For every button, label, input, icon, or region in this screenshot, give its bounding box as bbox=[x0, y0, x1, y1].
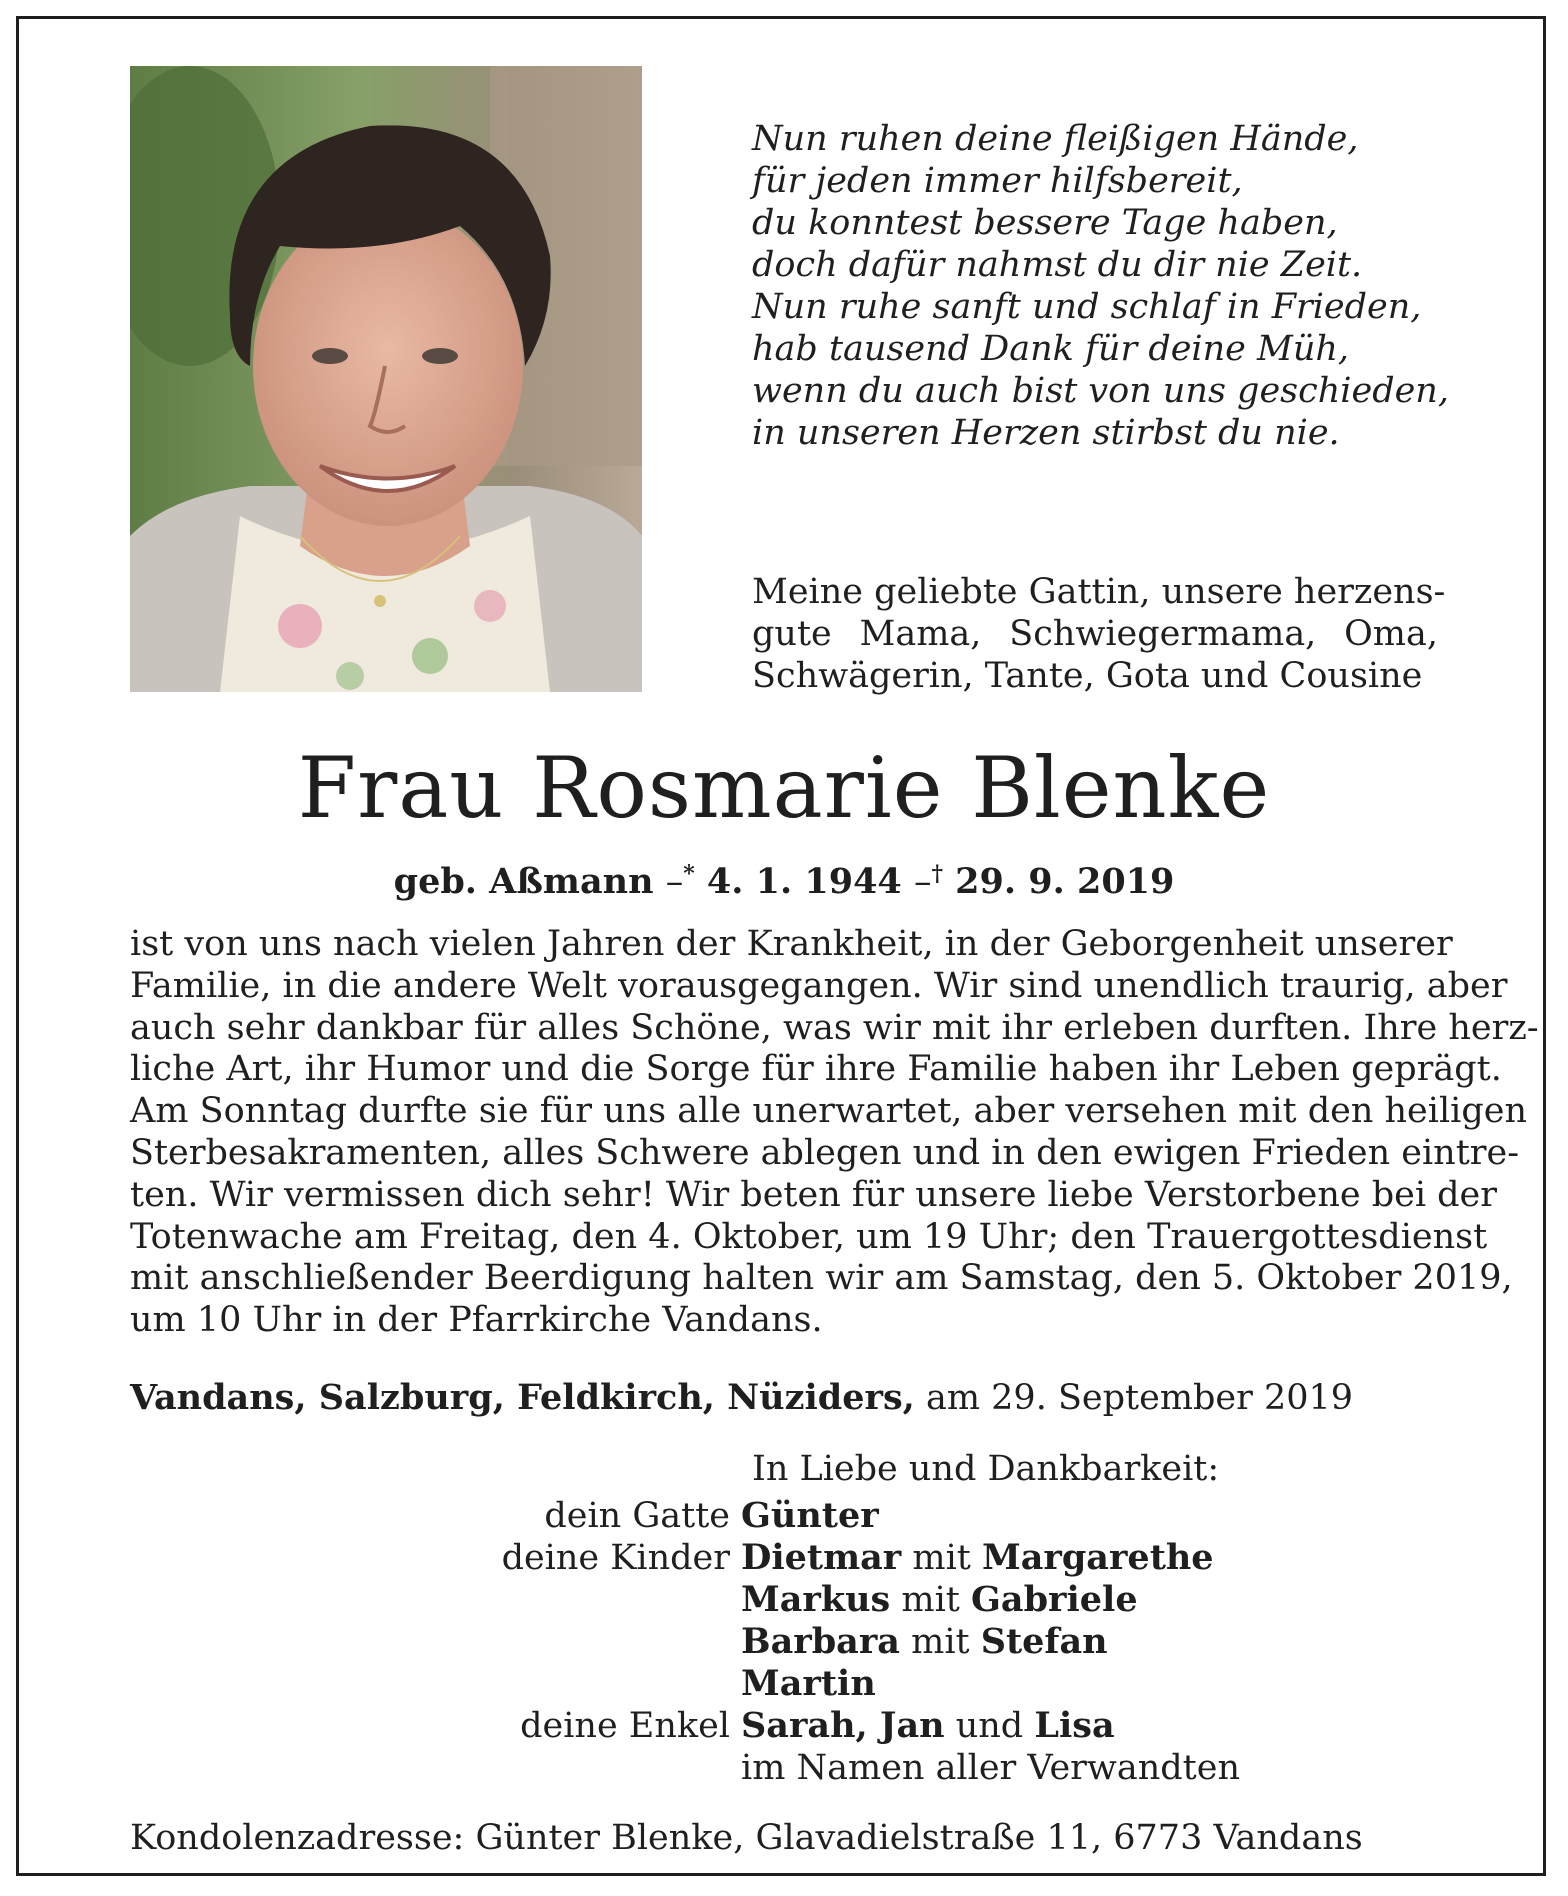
family-row bbox=[130, 1621, 1430, 1663]
portrait-photo bbox=[130, 66, 642, 692]
born-symbol: * bbox=[683, 861, 695, 887]
family-name: Lisa bbox=[1034, 1705, 1115, 1746]
family-name: Martin bbox=[741, 1663, 876, 1704]
died-symbol: † bbox=[931, 861, 943, 887]
signoff: In Liebe und Dankbarkeit: bbox=[752, 1449, 1220, 1489]
family-row bbox=[130, 1537, 1430, 1579]
family-name: Barbara bbox=[741, 1621, 900, 1662]
connector: mit bbox=[901, 1580, 960, 1620]
place-date-line bbox=[130, 1376, 1353, 1420]
family-name: Gabriele bbox=[971, 1579, 1138, 1620]
connector: mit bbox=[912, 1538, 971, 1578]
intro-paragraph bbox=[752, 571, 1446, 697]
condolence-address: Kondolenzadresse: Günter Blenke, Glavadielstraße 11, 6773 Vandans bbox=[130, 1818, 1363, 1858]
connector: mit bbox=[911, 1622, 970, 1662]
body-line: ist von uns nach vielen Jahren der Krankheit, in der Geborgenheit unserer bbox=[130, 924, 1453, 964]
body-line: Sterbesakramenten, alles Schwere ablegen und in den ewigen Frieden eintre- bbox=[130, 1132, 1520, 1173]
body-line: Totenwache am Freitag, den 4. Oktober, um 19 Uhr; den Trauergottesdienst bbox=[130, 1216, 1488, 1257]
intro-line: Schwägerin, Tante, Gota und Cousine bbox=[752, 656, 1423, 696]
intro-line: Meine geliebte Gattin, unsere herzens- bbox=[752, 572, 1446, 612]
family-name: Sarah, Jan bbox=[741, 1705, 945, 1746]
birth-name: geb. Aßmann bbox=[393, 861, 654, 902]
body-line: Familie, in die andere Welt vorausgegangen. Wir sind unendlich traurig, aber bbox=[130, 965, 1508, 1006]
notice-date: am 29. September 2019 bbox=[925, 1378, 1354, 1418]
death-date: 29. 9. 2019 bbox=[955, 861, 1175, 902]
announcement-text bbox=[130, 924, 1539, 1342]
body-line: liche Art, ihr Humor und die Sorge für ihre Familie haben ihr Leben geprägt. bbox=[130, 1049, 1502, 1090]
dash: – bbox=[665, 862, 684, 902]
body-line: ten. Wir vermissen dich sehr! Wir beten für unsere liebe Verstorbene bei der bbox=[130, 1174, 1497, 1215]
poem-line: wenn du auch bist von uns geschieden, bbox=[752, 371, 1449, 411]
poem-line: doch dafür nahmst du dir nie Zeit. bbox=[752, 245, 1363, 285]
body-line: um 10 Uhr in der Pfarrkirche Vandans. bbox=[130, 1300, 823, 1341]
family-row bbox=[130, 1705, 1430, 1747]
poem-line: hab tausend Dank für deine Müh, bbox=[752, 329, 1350, 369]
relation-label: dein Gatte bbox=[544, 1496, 730, 1536]
poem-line: Nun ruhe sanft und schlaf in Frieden, bbox=[752, 287, 1422, 327]
family-row bbox=[130, 1579, 1430, 1621]
body-line: Am Sonntag durfte sie für uns alle unerwartet, aber versehen mit den heiligen bbox=[130, 1091, 1528, 1132]
family-list bbox=[130, 1495, 1430, 1789]
dash: – bbox=[913, 862, 932, 902]
birth-death-line bbox=[0, 860, 1568, 904]
relatives-line: im Namen aller Verwandten bbox=[741, 1748, 1240, 1788]
family-name: Margarethe bbox=[981, 1537, 1214, 1578]
body-line: mit anschließender Beerdigung halten wir am Samstag, den 5. Oktober 2019, bbox=[130, 1258, 1513, 1299]
family-name: Stefan bbox=[980, 1621, 1108, 1662]
family-name: Markus bbox=[741, 1579, 891, 1620]
poem-line: Nun ruhen deine fleißigen Hände, bbox=[752, 119, 1359, 159]
poem bbox=[752, 118, 1449, 454]
deceased-name: Frau Rosmarie Blenke bbox=[297, 739, 1271, 837]
family-name: Günter bbox=[741, 1495, 879, 1536]
birth-date: 4. 1. 1944 bbox=[706, 861, 902, 902]
poem-line: du konntest bessere Tage haben, bbox=[752, 203, 1338, 243]
relation-label: deine Enkel bbox=[520, 1706, 730, 1746]
connector: und bbox=[955, 1706, 1024, 1746]
poem-line: in unseren Herzen stirbst du nie. bbox=[752, 413, 1340, 453]
body-line: auch sehr dankbar für alles Schöne, was wir mit ihr erleben durften. Ihre herz- bbox=[130, 1007, 1539, 1048]
poem-line: für jeden immer hilfsbereit, bbox=[752, 161, 1243, 201]
places: Vandans, Salzburg, Feldkirch, Nüziders, bbox=[130, 1377, 915, 1418]
intro-line: gute Mama, Schwiegermama, Oma, bbox=[752, 614, 1438, 654]
relation-label: deine Kinder bbox=[501, 1538, 730, 1578]
family-row bbox=[130, 1495, 1430, 1537]
family-name: Dietmar bbox=[741, 1537, 902, 1578]
family-row bbox=[130, 1747, 1430, 1789]
family-row bbox=[130, 1663, 1430, 1705]
